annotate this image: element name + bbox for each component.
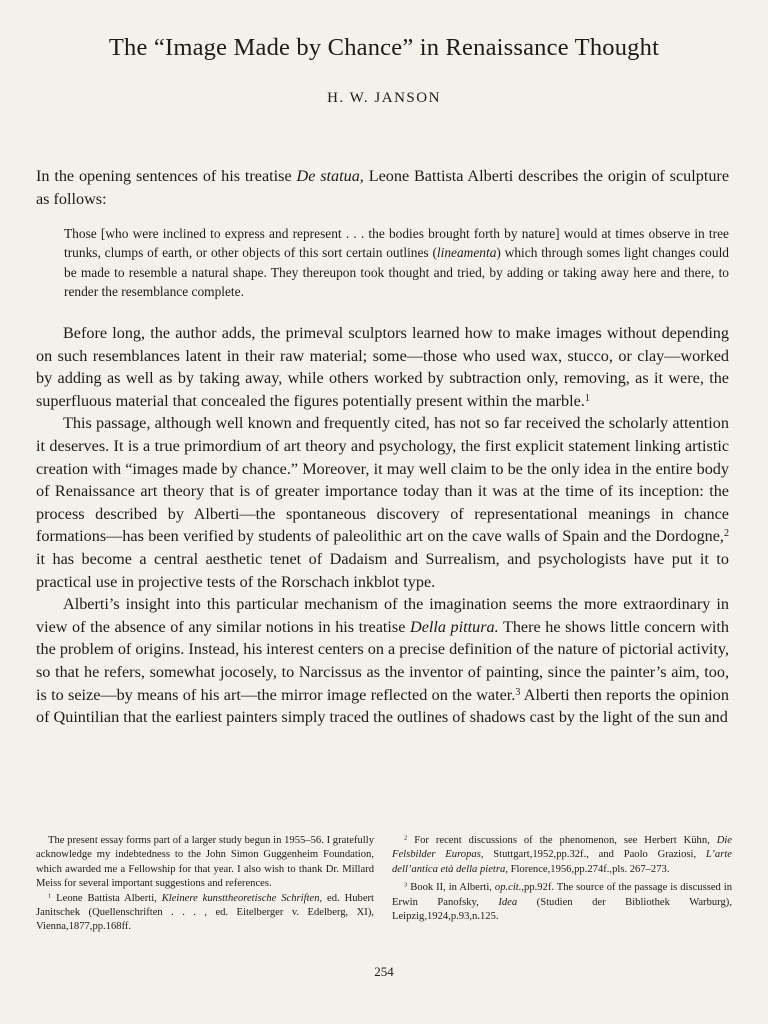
footnotes-right-column — [392, 834, 732, 924]
footnote-2-text-b: Stuttgart,1952,pp.32f., and Paolo Graziosi, — [483, 849, 706, 861]
footnotes-left-column — [36, 834, 374, 935]
paragraph-3-text-a: This passage, although well known and frequently cited, has not so far received the scholarly attention it deserves. It is a true primordium of art theory and psychology, the first explicit statement linking artistic creation with “images made by chance.” Moreover, it may well claim to be the only idea in the entire body of Renaissance art theory that is of greater importance today than it was at the time of its inception: the process described by Alberti—the spontaneous discovery of representational meanings in chance formations—has been verified by students of paleolithic art on the cave walls of Spain and the Dordogne, — [36, 414, 729, 546]
footnote-2-italic-2: L’arte dell’antica età della pietra, — [392, 849, 732, 875]
paragraph-1-text-b: Leone Battista Alberti describes the origin of sculpture as follows: — [36, 167, 730, 208]
footnote-3-text-a: Book II, in Alberti, — [407, 882, 495, 894]
footnote-3-italic-1: op.cit., — [494, 882, 525, 894]
paragraph-4 — [36, 593, 729, 729]
footnote-1-italic: Kleinere kunsttheoretische Schriften, — [161, 892, 323, 904]
quote-text-b: ) which through somes light changes could be made to resemble a natural shape. They thereupon took thought and tried, by adding or taking away here and there, to render the resemblance complete. — [64, 245, 729, 299]
paragraph-3 — [36, 412, 729, 593]
paragraph-1-italic: De statua, — [296, 167, 364, 185]
article-body — [36, 165, 729, 729]
paragraph-4-text-c: Alberti then reports the opinion of Quintilian that the earliest painters simply traced the outlines of shadows cast by the light of the sun and — [36, 685, 729, 727]
footnote-3-italic-2: Idea — [498, 896, 518, 908]
footnote-2-mark: 2 — [404, 834, 408, 842]
footnote-3-mark: 3 — [404, 881, 408, 889]
footnote-ref-2: 2 — [723, 528, 729, 540]
footnote-intro: The present essay forms part of a larger study begun in 1955–56. I gratefully acknowledge my indebtedness to the John Simon Guggenheim Foundation, which awarded me a Fellowship for that year. I also wish to thank Dr. Millard Meiss for several important suggestions and references. — [36, 835, 374, 890]
footnote-3-text-b: pp.92f. The source of the passage is discussed in Erwin Panofsky, — [392, 882, 732, 908]
footnote-1-text-b: ed. Hubert Janitschek (Quellenschriften . . . , ed. Eitelberger v. Edelberg, XI), Vienna,1877,pp.168ff. — [36, 892, 374, 933]
footnote-1-mark: 1 — [48, 892, 52, 900]
footnote-1-text-a: Leone Battista Alberti, — [51, 892, 162, 904]
footnote-2-italic-1: Die Felsbilder Europas, — [392, 835, 732, 861]
paragraph-2-text: Before long, the author adds, the primeval sculptors learned how to make images without depending on such resemblances latent in their raw material; some—those who used wax, stucco, or clay—worked by adding as well as by taking away, while others worked by subtraction only, removing, as it were, the superfluous material that concealed the figures potentially present within the marble. — [36, 324, 729, 410]
footnote-2 — [392, 834, 732, 877]
paragraph-3-text-b: it has become a central aesthetic tenet of Dadaism and Surrealism, and psychologists have put it to practical use in projective tests of the Rorschach inkblot type. — [36, 549, 729, 591]
paragraph-1-text-a: In the opening sentences of his treatise — [36, 167, 297, 185]
paragraph-2 — [36, 322, 729, 412]
quote-italic: lineamenta — [436, 245, 497, 261]
paragraph-1 — [36, 165, 729, 210]
footnote-ref-1: 1 — [584, 392, 590, 404]
footnote-1 — [36, 892, 374, 935]
page-number: 254 — [374, 964, 394, 979]
paragraph-4-text-b: There he shows little concern with the problem of origins. Instead, his interest centers on a precise definition of the nature of pictorial activity, so that he refers, somewhat jocosely, to Narcissus as the inventor of painting, since the painter’s aim, too, is to seize—by means of his art—the mirror image reflected on the water. — [36, 617, 730, 704]
footnote-ref-3: 3 — [515, 686, 521, 698]
paragraph-4-text-a: Alberti’s insight into this particular mechanism of the imagination seems the more extraordinary in view of the absence of any similar notions in his treatise — [36, 595, 729, 636]
footnote-2-text-c: Florence,1956,pp.274f.,pls. 267–273. — [507, 863, 670, 875]
article-title: The “Image Made by Chance” in Renaissance Thought — [108, 34, 660, 61]
quote-text-a: Those [who were inclined to express and represent . . . the bodies brought forth by nature] would at times observe in tree trunks, clumps of earth, or other objects of this sort certain outlines ( — [64, 226, 729, 261]
author-name: H. W. JANSON — [327, 90, 441, 106]
footnote-3 — [392, 881, 732, 924]
footnote-3-text-c: (Studien der Bibliothek Warburg), Leipzig,1924,p.93,n.125. — [392, 896, 732, 923]
block-quote — [64, 224, 729, 301]
footnote-2-text-a: For recent discussions of the phenomenon, see Herbert Kühn, — [407, 835, 717, 846]
paragraph-4-italic: Della pittura. — [410, 617, 499, 636]
